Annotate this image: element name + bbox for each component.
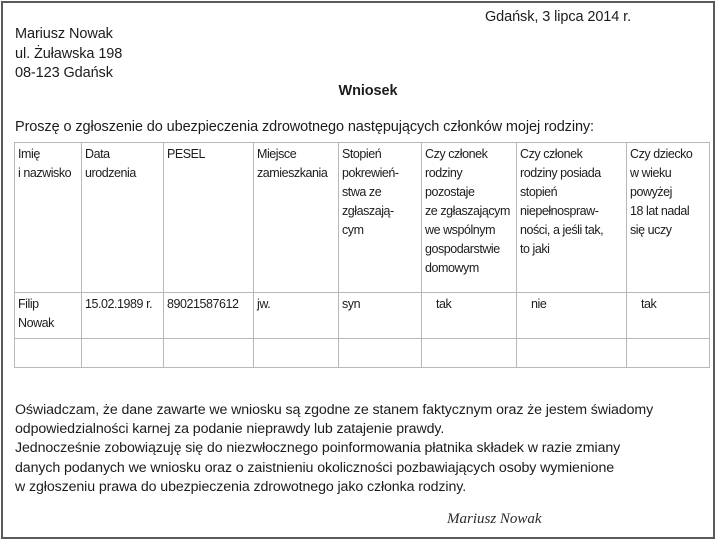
family-members-table xyxy=(14,142,710,368)
declaration-text xyxy=(15,401,715,497)
cell-household: tak xyxy=(422,293,517,339)
document-page xyxy=(1,1,715,539)
empty-cell xyxy=(164,339,254,368)
declaration-line: odpowiedzialności karnej za podanie nieprawdy lub zatajenie prawdy. xyxy=(15,421,445,438)
sender-city: 08-123 Gdańsk xyxy=(15,65,113,81)
empty-cell xyxy=(339,339,422,368)
sender-name: Mariusz Nowak xyxy=(15,26,113,42)
cell-student: tak xyxy=(627,293,710,339)
place-date: Gdańsk, 3 lipca 2014 r. xyxy=(484,9,631,25)
declaration-line: w zgłoszeniu prawa do ubezpieczenia zdrowotnego jako członka rodziny. xyxy=(15,478,467,495)
empty-cell xyxy=(254,339,339,368)
document-title: Wniosek xyxy=(338,83,398,99)
header-student: Czy dziecko w wieku powyżej 18 lat nadal się uczy xyxy=(627,143,710,293)
header-pesel: PESEL xyxy=(164,143,254,293)
empty-cell xyxy=(15,339,82,368)
cell-residence: jw. xyxy=(254,293,339,339)
empty-cell xyxy=(627,339,710,368)
cell-name: Filip Nowak xyxy=(15,293,82,339)
declaration-line: danych podanych we wniosku oraz o zaistnieniu okoliczności pozbawiających osoby wymienione xyxy=(15,459,615,476)
cell-disability: nie xyxy=(517,293,627,339)
table-row xyxy=(15,293,710,339)
sender-address xyxy=(15,25,122,84)
cell-pesel: 89021587612 xyxy=(164,293,254,339)
header-disability: Czy członek rodziny posiada stopień niepełnospraw- ności, a jeśli tak, to jaki xyxy=(517,143,627,293)
sender-street: ul. Żuławska 198 xyxy=(15,45,123,62)
cell-birth-date: 15.02.1989 r. xyxy=(82,293,164,339)
intro-text: Proszę o zgłoszenie do ubezpieczenia zdrowotnego następujących członków mojej rodziny: xyxy=(15,119,594,135)
declaration-line: Jednocześnie zobowiązuję się do niezwłocznego poinformowania płatnika składek w razie zmiany xyxy=(15,440,621,457)
table-row-empty xyxy=(15,339,710,368)
header-household: Czy członek rodziny pozostaje ze zgłaszającym we wspólnym gospodarstwie domowym xyxy=(422,143,517,293)
cell-relation: syn xyxy=(339,293,422,339)
header-residence: Miejsce zamieszkania xyxy=(254,143,339,293)
table-header-row xyxy=(15,143,710,293)
signature: Mariusz Nowak xyxy=(447,511,542,527)
header-relation: Stopień pokrewień- stwa ze zgłaszają- cym xyxy=(339,143,422,293)
empty-cell xyxy=(82,339,164,368)
declaration-line: Oświadczam, że dane zawarte we wniosku są zgodne ze stanem faktycznym oraz że jestem świadomy xyxy=(15,402,654,418)
empty-cell xyxy=(517,339,627,368)
header-name: Imię i nazwisko xyxy=(15,143,82,293)
empty-cell xyxy=(422,339,517,368)
header-birth-date: Data urodzenia xyxy=(82,143,164,293)
